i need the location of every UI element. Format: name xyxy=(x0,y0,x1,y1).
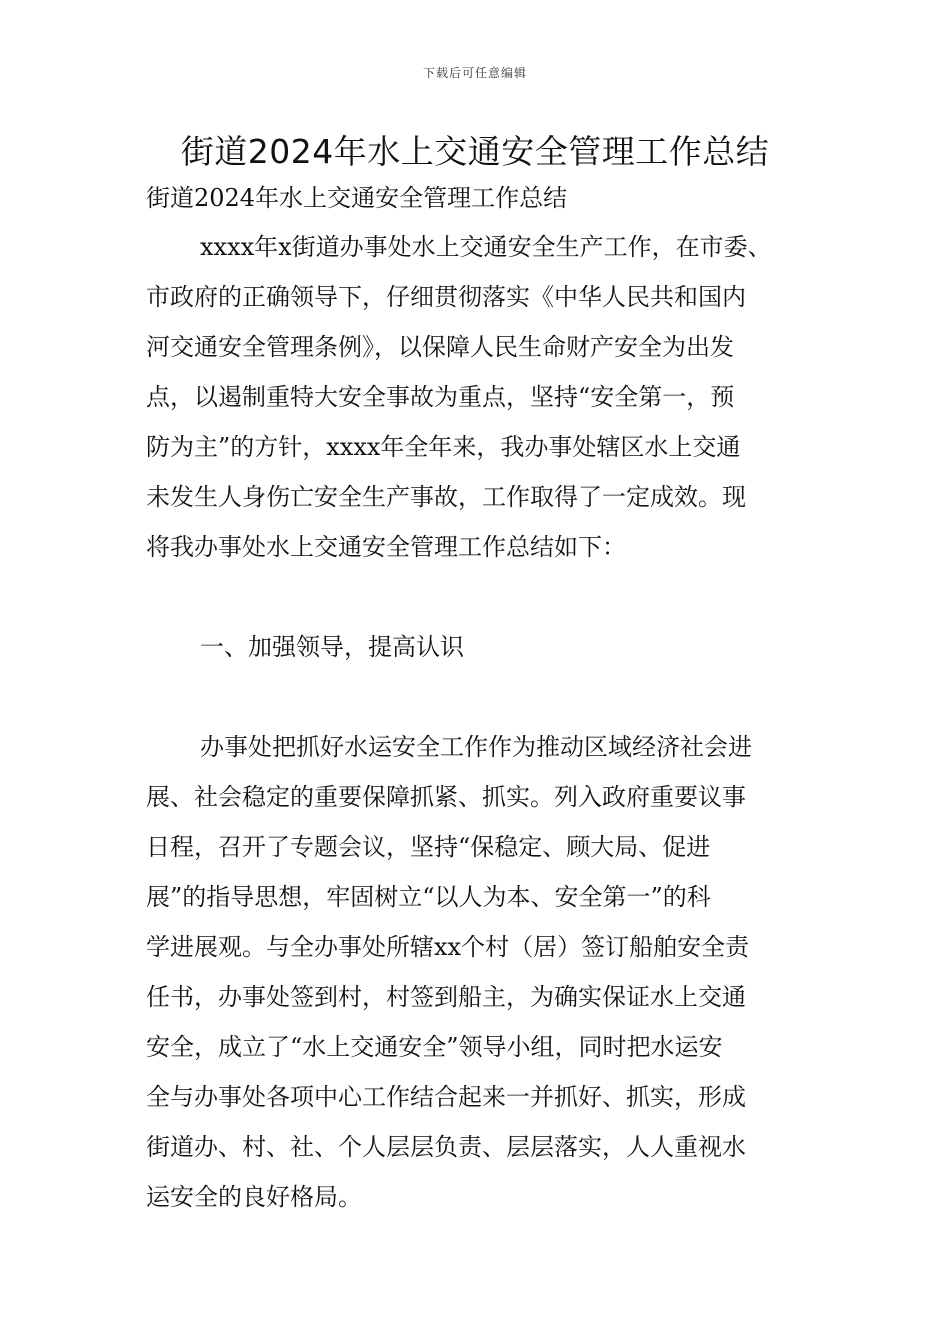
section-heading: 一、加强领导，提高认识 xyxy=(200,633,464,661)
paragraph-section1 xyxy=(146,722,836,1222)
paragraph-line: 街道办、村、社、个人层层负责、层层落实，人人重视水 xyxy=(146,1133,746,1161)
paragraph-line: 安全，成立了“水上交通安全”领导小组，同时把水运安 xyxy=(146,1033,723,1061)
paragraph-line: 任书，办事处签到村，村签到船主，为确实保证水上交通 xyxy=(146,983,746,1011)
paragraph-line: 点，以遏制重特大安全事故为重点，坚持“安全第一，预 xyxy=(146,383,735,411)
paragraph-line: 市政府的正确领导下，仔细贯彻落实《中华人民共和国内 xyxy=(146,283,746,311)
paragraph-line: 运安全的良好格局。 xyxy=(146,1183,362,1211)
paragraph-line: 日程，召开了专题会议，坚持“保稳定、顾大局、促进 xyxy=(146,833,711,861)
paragraph-line: 展”的指导思想，牢固树立“以人为本、安全第一”的科 xyxy=(146,883,711,911)
paragraph-line: 全与办事处各项中心工作结合起来一并抓好、抓实，形成 xyxy=(146,1083,746,1111)
paragraph-line: 学进展观。与全办事处所辖xx个村（居）签订船舶安全责 xyxy=(146,933,750,961)
header-note: 下载后可任意编辑 xyxy=(422,66,527,80)
paragraph-line: 将我办事处水上交通安全管理工作总结如下： xyxy=(146,533,626,561)
paragraph-line: 防为主”的方针，xxxx年全年来，我办事处辖区水上交通 xyxy=(146,433,741,461)
document-title: 街道2024年水上交通安全管理工作总结 xyxy=(180,132,770,171)
paragraph-line: xxxx年x街道办事处水上交通安全生产工作，在市委、 xyxy=(200,233,772,261)
document-subtitle: 街道2024年水上交通安全管理工作总结 xyxy=(146,184,568,212)
paragraph-intro xyxy=(146,222,836,572)
paragraph-line: 河交通安全管理条例》，以保障人民生命财产安全为出发 xyxy=(146,333,734,361)
paragraph-line: 未发生人身伤亡安全生产事故，工作取得了一定成效。现 xyxy=(146,483,746,511)
paragraph-line: 展、社会稳定的重要保障抓紧、抓实。列入政府重要议事 xyxy=(146,783,746,811)
paragraph-line: 办事处把抓好水运安全工作作为推动区域经济社会进 xyxy=(200,733,752,761)
